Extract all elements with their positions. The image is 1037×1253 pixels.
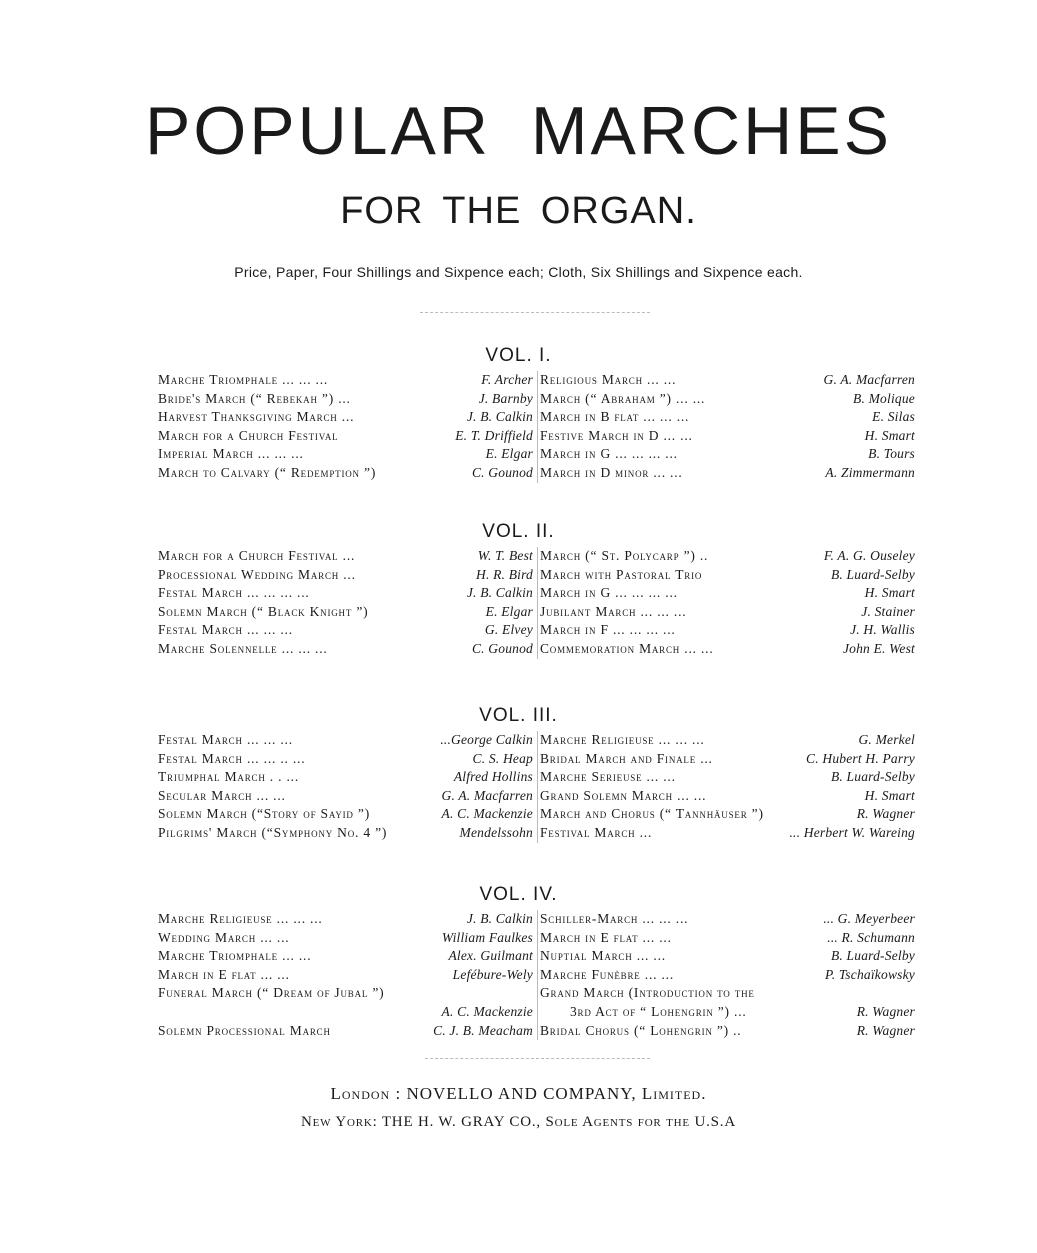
composer-name: A. C. Mackenzie [441, 1003, 533, 1019]
composer-name: H. R. Bird [476, 566, 533, 582]
march-title: March in B flat ... ... ... [540, 409, 690, 425]
volume-column-right [540, 731, 915, 843]
composer-name: C. Gounod [471, 640, 533, 656]
composer-name: R. Wagner [856, 1022, 915, 1038]
march-title: Religious March ... ... [540, 372, 677, 387]
composer-name: E. Silas [872, 409, 915, 425]
volume-heading: VOL. IV. [479, 884, 558, 905]
march-entry [540, 929, 915, 948]
composer-name: Alfred Hollins [453, 769, 533, 785]
composer-name: J. B. Calkin [466, 911, 533, 926]
march-title: Marche Triomphale ... ... [158, 948, 312, 964]
march-title: March with Pastoral Trio [540, 566, 703, 582]
march-entry [540, 1003, 915, 1022]
march-entry [158, 947, 533, 966]
march-entry [540, 824, 915, 843]
march-title: March and Chorus (“ Tannhäuser ”) [540, 806, 764, 822]
composer-name: B. Tours [868, 446, 915, 462]
composer-name: H. Smart [864, 585, 915, 601]
march-entry [158, 1022, 533, 1041]
march-entry [540, 640, 915, 659]
march-entry [540, 390, 915, 409]
composer-name: G. A. Macfarren [823, 372, 915, 387]
march-title: March for a Church Festival ... [158, 548, 356, 563]
march-title: Schiller-March ... ... ... [540, 911, 689, 926]
page-subtitle: FOR THE ORGAN. [340, 190, 697, 232]
march-entry [540, 408, 915, 427]
composer-name: ...George Calkin [440, 732, 533, 747]
composer-name [909, 984, 915, 1003]
volume-heading: VOL. I. [485, 345, 552, 366]
march-title: Jubilant March ... ... ... [540, 603, 687, 619]
composer-name: J. B. Calkin [466, 409, 533, 425]
publisher-line: London : NOVELLO AND COMPANY, Limited. [330, 1084, 707, 1103]
composer-name: Alex. Guilmant [448, 948, 533, 964]
march-entry [540, 768, 915, 787]
march-entry [540, 947, 915, 966]
march-title: Imperial March ... ... ... [158, 446, 304, 462]
march-entry [540, 731, 915, 750]
composer-name: ... G. Meyerbeer [823, 911, 915, 926]
march-title: Solemn March (“Story of Sayid ”) [158, 806, 370, 822]
march-title: Marche Serieuse ... ... [540, 769, 676, 785]
march-entry [540, 427, 915, 446]
march-title: Bridal Chorus (“ Lohengrin ”) .. [540, 1022, 742, 1038]
march-title: Secular March ... ... [158, 787, 286, 803]
composer-name: A. Zimmermann [825, 464, 915, 480]
march-title: Marche Solennelle ... ... ... [158, 640, 328, 656]
march-title: Festal March ... ... ... [158, 732, 293, 747]
composer-name: E. Elgar [485, 603, 533, 619]
march-title: March (“ Abraham ”) ... ... [540, 390, 706, 406]
march-title: Pilgrims' March (“Symphony No. 4 ”) [158, 824, 388, 840]
composer-name: John E. West [842, 640, 915, 656]
march-title: Bride's March (“ Rebekah ”) ... [158, 390, 351, 406]
composer-name: C. J. B. Meacham [433, 1022, 533, 1038]
composer-name: William Faulkes [441, 929, 533, 945]
composer-name: H. Smart [864, 787, 915, 803]
price-line: Price, Paper, Four Shillings and Sixpence each; Cloth, Six Shillings and Sixpence each. [234, 264, 803, 280]
march-entry [540, 787, 915, 806]
march-entry [540, 547, 915, 566]
composer-name: P. Tschaïkowsky [824, 966, 915, 982]
march-entry [158, 910, 533, 929]
march-entry [540, 750, 915, 769]
march-title: Grand March (Introduction to the [540, 985, 755, 1001]
volume-column-right [540, 547, 915, 659]
march-title: Festive March in D ... ... [540, 427, 693, 443]
march-title: March for a Church Festival [158, 427, 339, 443]
composer-name: F. A. G. Ouseley [823, 548, 915, 563]
march-title: Marche Triomphale ... ... ... [158, 372, 329, 387]
march-entry [158, 408, 533, 427]
march-title: Wedding March ... ... [158, 929, 290, 945]
march-entry [540, 371, 915, 390]
march-entry [158, 1003, 533, 1022]
march-entry [158, 750, 533, 769]
march-entry [158, 768, 533, 787]
composer-name: ... Herbert W. Wareing [789, 824, 915, 840]
march-entry [540, 603, 915, 622]
composer-name: G. Merkel [858, 732, 915, 747]
march-title: Funeral March (“ Dream of Jubal ”) [158, 985, 385, 1001]
composer-name: B. Luard-Selby [830, 769, 915, 785]
composer-name: C. S. Heap [472, 750, 533, 766]
march-entry [158, 787, 533, 806]
march-entry [540, 966, 915, 985]
march-entry [540, 445, 915, 464]
march-entry [158, 445, 533, 464]
composer-name: J. Stainer [861, 603, 915, 619]
march-title: Marche Funèbre ... ... [540, 966, 674, 982]
march-entry [158, 390, 533, 409]
composer-name: G. Elvey [484, 622, 533, 638]
composer-name: Mendelssohn [459, 824, 533, 840]
march-title: March in G ... ... ... ... [540, 446, 678, 462]
composer-name: E. T. Driffield [455, 427, 533, 443]
bottom-ornament-rule [425, 1058, 650, 1059]
composer-name: A. C. Mackenzie [441, 806, 533, 822]
volume-heading: VOL. II. [482, 521, 555, 542]
march-entry [540, 621, 915, 640]
page-title: POPULAR MARCHES [145, 93, 892, 169]
composer-name: ... R. Schumann [827, 929, 915, 945]
march-title: Marche Religieuse ... ... ... [158, 911, 323, 926]
march-title: March in E flat ... ... [158, 966, 290, 982]
composer-name: J. H. Wallis [850, 622, 915, 638]
composer-name: Lefébure-Wely [452, 966, 533, 982]
march-entry [158, 984, 533, 1003]
march-entry [158, 929, 533, 948]
march-title: March in F ... ... ... ... [540, 622, 676, 638]
march-entry [158, 824, 533, 843]
march-entry [540, 464, 915, 483]
march-title: March in D minor ... ... [540, 464, 683, 480]
composer-name: C. Hubert H. Parry [806, 750, 915, 766]
volume-column-left [158, 731, 538, 843]
march-title: Marche Religieuse ... ... ... [540, 732, 705, 747]
march-entry [158, 584, 533, 603]
march-title: March to Calvary (“ Redemption ”) [158, 464, 377, 480]
march-entry [158, 621, 533, 640]
march-title: Festal March ... ... ... ... [158, 585, 310, 601]
march-title: Festival March ... [540, 824, 653, 840]
march-title: March in E flat ... ... [540, 929, 672, 945]
volume-column-right [540, 371, 915, 483]
volume-column-left [158, 547, 538, 659]
agents-line: New York: THE H. W. GRAY CO., Sole Agents for the U.S.A [301, 1114, 736, 1130]
composer-name [527, 984, 533, 1003]
march-title: Harvest Thanksgiving March ... [158, 409, 355, 425]
composer-name: B. Luard-Selby [830, 948, 915, 964]
march-title: Triumphal March . . ... [158, 769, 300, 785]
volume-column-left [158, 371, 538, 483]
march-entry [540, 1022, 915, 1041]
march-entry [158, 603, 533, 622]
march-title: Festal March ... ... ... [158, 622, 293, 638]
composer-name: J. Barnby [478, 390, 533, 406]
march-title: Processional Wedding March ... [158, 566, 356, 582]
march-entry [158, 371, 533, 390]
composer-name: F. Archer [481, 372, 533, 387]
march-title: Grand Solemn March ... ... [540, 787, 707, 803]
composer-name: B. Luard-Selby [830, 566, 915, 582]
march-title: Nuptial March ... ... [540, 948, 666, 964]
composer-name: H. Smart [864, 427, 915, 443]
march-title: 3rd Act of “ Lohengrin ”) ... [570, 1003, 747, 1019]
composer-name: E. Elgar [485, 446, 533, 462]
march-entry [158, 547, 533, 566]
volume-column-left [158, 910, 538, 1040]
composer-name: R. Wagner [856, 1003, 915, 1019]
march-title: Bridal March and Finale ... [540, 750, 713, 766]
march-entry [158, 566, 533, 585]
march-entry [158, 464, 533, 483]
top-ornament-rule [420, 312, 650, 313]
march-entry [158, 805, 533, 824]
composer-name: J. B. Calkin [466, 585, 533, 601]
volume-heading: VOL. III. [479, 705, 558, 726]
march-title: March in G ... ... ... ... [540, 585, 678, 601]
march-entry [158, 731, 533, 750]
composer-name: B. Molique [853, 390, 915, 406]
march-title: Solemn Processional March [158, 1022, 331, 1038]
march-title: Festal March ... ... .. ... [158, 750, 306, 766]
march-entry [540, 584, 915, 603]
march-title: Commemoration March ... ... [540, 640, 714, 656]
march-entry [158, 640, 533, 659]
composer-name: R. Wagner [856, 806, 915, 822]
march-entry [540, 910, 915, 929]
march-entry [540, 805, 915, 824]
march-entry [540, 566, 915, 585]
composer-name: C. Gounod [471, 464, 533, 480]
march-title: March (“ St. Polycarp ”) .. [540, 548, 709, 563]
march-entry [158, 966, 533, 985]
march-entry [540, 984, 915, 1003]
composer-name: G. A. Macfarren [441, 787, 533, 803]
composer-name: W. T. Best [477, 548, 533, 563]
march-entry [158, 427, 533, 446]
march-title: Solemn March (“ Black Knight ”) [158, 603, 369, 619]
volume-column-right [540, 910, 915, 1040]
